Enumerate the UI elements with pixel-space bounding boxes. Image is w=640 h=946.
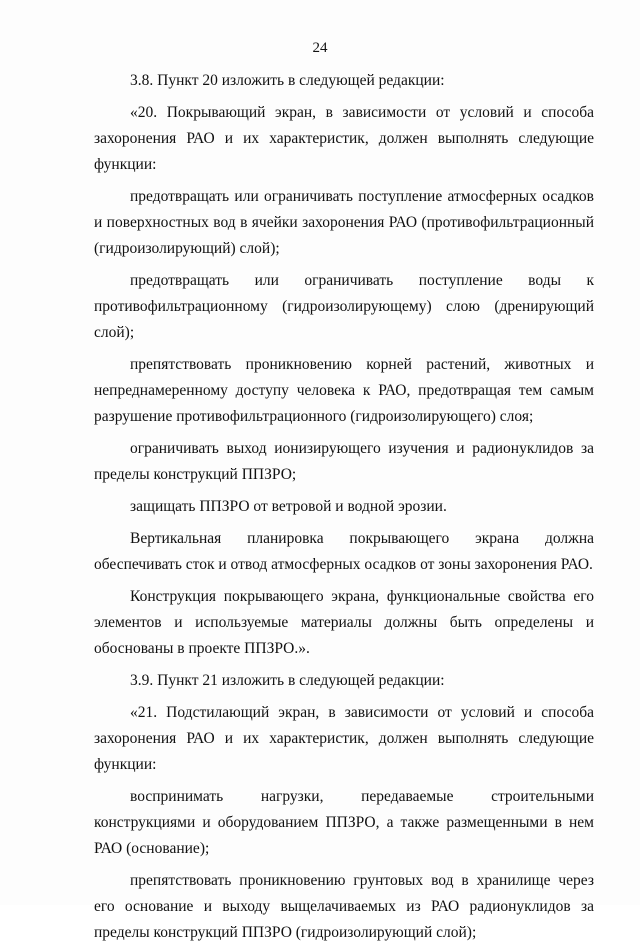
paragraph-function-groundwater: препятствовать проникновению грунтовых вод в хранилище через его основание и выходу выщелачиваемых из РАО радионуклидов за пределы конструкций ППЗРО (гидроизолирующий слой);: [94, 872, 594, 941]
paragraph-20-intro: «20. Покрывающий экран, в зависимости от условий и способа захоронения РАО и их характеристик, должен выполнять следующие функции:: [94, 104, 594, 173]
paragraph-3-8-heading: 3.8. Пункт 20 изложить в следующей редакции:: [130, 72, 445, 89]
paragraph-3-9-heading: 3.9. Пункт 21 изложить в следующей редакции:: [130, 672, 445, 689]
paragraph-function-precipitation: предотвращать или ограничивать поступление атмосферных осадков и поверхностных вод в ячейки захоронения РАО (противофильтрационный (гидроизолирующий) слой);: [94, 188, 594, 257]
page-number: 24: [312, 40, 328, 56]
paragraph-construction: Конструкция покрывающего экрана, функциональные свойства его элементов и используемые материалы должны быть определены и обоснованы в проекте ППЗРО.».: [94, 588, 594, 657]
paragraph-21-intro: «21. Подстилающий экран, в зависимости от условий и способа захоронения РАО и их характеристик, должен выполнять следующие функции:: [94, 704, 594, 773]
paragraph-vertical-planning: Вертикальная планировка покрывающего экрана должна обеспечивать сток и отвод атмосферных осадков от зоны захоронения РАО.: [94, 530, 594, 573]
paragraph-function-radiation: ограничивать выход ионизирующего изучения и радионуклидов за пределы конструкций ППЗРО;: [94, 440, 594, 483]
document-body: [94, 68, 594, 946]
paragraph-function-roots: препятствовать проникновению корней растений, животных и непреднамеренному доступу человека к РАО, предотвращая тем самым разрушение противофильтрационного (гидроизолирующего) слоя;: [94, 356, 594, 425]
paragraph-function-drainage: предотвращать или ограничивать поступление воды к противофильтрационному (гидроизолирующему) слою (дренирующий слой);: [94, 272, 594, 341]
paragraph-function-erosion: защищать ППЗРО от ветровой и водной эрозии.: [130, 498, 447, 515]
paragraph-function-loads: воспринимать нагрузки, передаваемые строительными конструкциями и оборудованием ППЗРО, а также размещенными в нем РАО (основание);: [94, 788, 594, 857]
